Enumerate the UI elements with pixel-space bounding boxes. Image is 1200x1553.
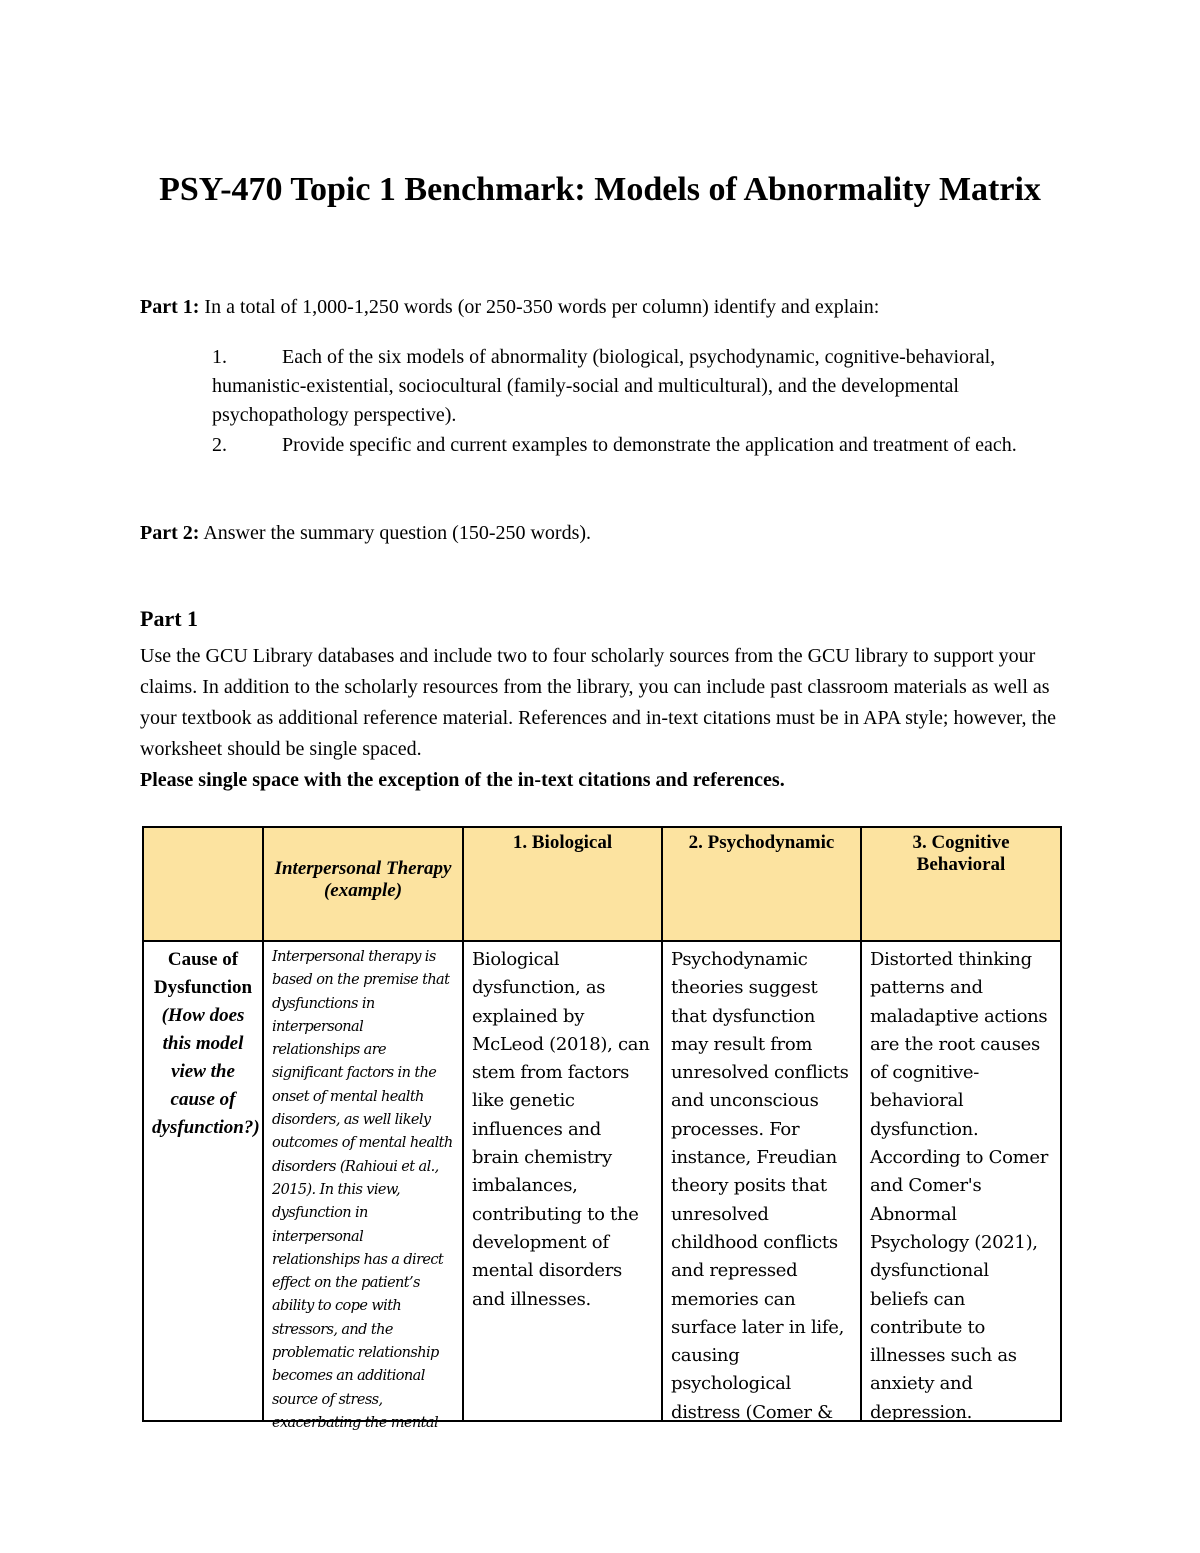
cell-biological	[463, 941, 662, 1421]
document-title: PSY-470 Topic 1 Benchmark: Models of Abnormality Matrix	[159, 171, 1041, 208]
header-cognitive-behavioral: 3. Cognitive Behavioral	[861, 827, 1061, 941]
cell-psychodynamic	[662, 941, 861, 1421]
list-item-text: Provide specific and current examples to demonstrate the application and treatment of each.	[282, 434, 1017, 456]
part1-label: Part 1:	[140, 296, 200, 318]
part1-instruction	[140, 292, 879, 322]
list-item-number: 2.	[212, 434, 227, 456]
part2-instruction	[140, 518, 591, 548]
header-biological: 1. Biological	[463, 827, 662, 941]
header-blank-cell	[143, 827, 263, 941]
cell-text: Distorted thinking patterns and maladaptive actions are the root causes of cognitive-behavioral dysfunction. According to Comer and Comer's Abnormal Psychology (2021), dysfunctional beliefs can contribute to illnesses such as anxiety and depression.	[870, 949, 1049, 1423]
models-matrix-table	[142, 826, 1062, 1431]
cell-interpersonal-example	[263, 941, 463, 1431]
part1-instruction-text: In a total of 1,000-1,250 words (or 250-350 words per column) identify and explain:	[199, 296, 880, 318]
part2-label: Part 2:	[140, 522, 200, 544]
part1-bold-note: Please single space with the exception of the in-text citations and references.	[140, 769, 785, 791]
header-interpersonal-example: Interpersonal Therapy (example)	[263, 827, 463, 941]
part2-instruction-text: Answer the summary question (150-250 words).	[199, 522, 592, 544]
part1-body-text: Use the GCU Library databases and include two to four scholarly sources from the GCU library to support your claims. In addition to the scholarly resources from the library, you can include past classroom materials as well as your textbook as additional reference material. References and in-text citations must be in APA style; however, the worksheet should be single spaced.	[140, 645, 1056, 760]
row-header-question: (How does this model view the cause of dysfunction?)	[152, 1005, 260, 1138]
cell-cognitive-behavioral	[861, 941, 1061, 1421]
list-item	[212, 430, 1072, 461]
part1-heading: Part 1	[140, 606, 199, 631]
cell-text: Biological dysfunction, as explained by McLeod (2018), can stem from factors like genetic influences and brain chemistry imbalances, contributing to the development of mental disorders and illnesses.	[472, 949, 650, 1310]
part1-body	[140, 641, 1070, 796]
list-item	[212, 343, 1072, 430]
cell-text: Psychodynamic theories suggest that dysfunction may result from unresolved conflicts and unconscious processes. For instance, Freudian theory posits that unresolved childhood conflicts and repressed memories can surface later in life, causing psychological distress (Comer &	[671, 949, 849, 1423]
list-item-text: Each of the six models of abnormality (biological, psychodynamic, cognitive-behavioral, humanistic-existential, sociocultural (family-social and multicultural), and the developmental psychopathology perspective).	[212, 346, 996, 426]
list-item-number: 1.	[212, 346, 227, 368]
table-row	[143, 941, 1061, 1421]
table-header-row	[143, 827, 1061, 941]
row-header-cause	[143, 941, 263, 1421]
header-psychodynamic: 2. Psychodynamic	[662, 827, 861, 941]
instruction-list	[212, 343, 1072, 461]
row-header-label: Cause of Dysfunction	[153, 949, 253, 998]
cell-text: Interpersonal therapy is based on the premise that dysfunctions in interpersonal relationships are significant factors in the onset of mental health disorders, as well likely outcomes of mental health disorders (Rahioui et al., 2015). In this view, dysfunction in interpersonal relationships has a direct effect on the patient’s ability to cope with stressors, and the problematic relationship becomes an additional source of stress, exacerbating the mental	[272, 949, 453, 1431]
